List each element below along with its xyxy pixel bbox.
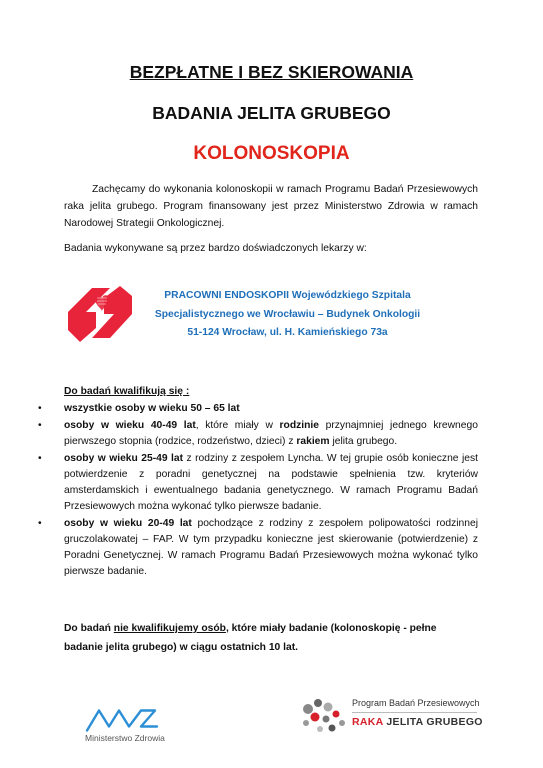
clinic-name-line: PRACOWNI ENDOSKOPII Wojewódzkiego Szpitala (164, 290, 411, 301)
intro-paragraph: Zachęcamy do wykonania kolonoskopii w ramach Programu Badań Przesiewowych raka jelita grubego. Program finansowany jest przez Ministerstwo Zdrowia w ramach Narodowej Strategii Onkologicznej. (64, 184, 478, 229)
title-colonoscopy: KOLONOSKOPIA (193, 143, 350, 164)
ministry-of-health-logo (85, 697, 175, 752)
item-text: przynajmniej jednego krewnego pierwszego stopnia (rodzice, rodzeństwo, dzieci) z (64, 420, 478, 447)
exclusion-text: Do badań (64, 623, 114, 634)
eligibility-heading: Do badań kwalifikują się : (64, 386, 190, 397)
program-name-line: Program Badań Przesiewowych (352, 698, 480, 708)
program-raka: RAKA (352, 716, 384, 728)
eligibility-age-50-65: wszystkie osoby w wieku 50 – 65 lat (64, 403, 240, 414)
eligibility-list (38, 401, 478, 581)
eligibility-age-25-49: osoby w wieku 25-49 lat (64, 453, 184, 464)
clinic-building-line: Specjalistycznego we Wrocławiu – Budynek Onkologii (154, 308, 421, 320)
ministry-label: Ministerstwo Zdrowia (85, 733, 165, 743)
title-colon-examinations: BADANIA JELITA GRUBEGO (152, 103, 391, 123)
hospital-cross-heart-logo (66, 284, 134, 342)
clinic-address-line: 51-124 Wrocław, ul. H. Kamieńskiego 73a (187, 327, 388, 338)
item-text: z rodziny z zespołem Lyncha. W tej grupie osób konieczne jest potwierdzenie z poradni genetycznej na podstawie spełnienia tzw. kryteriów amsterdamskich i ewentualnego badania genetycznego. W ramach Programu Badań Przesiewowych można wykonać tylko pierwsze badanie. (64, 453, 478, 512)
exclusion-notice (64, 619, 478, 657)
eligibility-age-40-49: osoby w wieku 40-49 lat (64, 420, 196, 431)
list-item (38, 401, 478, 417)
item-bold-cancer: rakiem (296, 436, 330, 447)
program-divider (352, 712, 477, 713)
bullet-icon: • (38, 453, 42, 464)
list-item (38, 451, 478, 515)
list-item (38, 418, 478, 450)
exclusion-text: , które miały badanie (kolonoskopię - pełne badanie jelita grubego) w ciągu ostatnich 10 lat. (64, 623, 437, 653)
eligibility-age-20-49: osoby w wieku 20-49 lat (64, 518, 192, 529)
exclusion-underlined: nie kwalifikujemy osób (113, 623, 226, 634)
program-colon: JELITA GRUBEGO (386, 716, 483, 728)
item-text: jelita grubego. (329, 436, 398, 447)
list-item (38, 516, 478, 580)
item-text: , które miały w (195, 420, 280, 431)
clinic-address-block (150, 287, 425, 343)
bullet-icon: • (38, 403, 42, 414)
title-free-no-referral: BEZPŁATNE I BEZ SKIEROWANIA (129, 62, 414, 82)
doctors-paragraph: Badania wykonywane są przez bardzo doświadczonych lekarzy w: (64, 243, 367, 254)
item-bold-family: rodzinie (279, 420, 319, 431)
bullet-icon: • (38, 518, 42, 529)
bullet-icon: • (38, 420, 42, 431)
item-text: pochodzące z rodziny z zespołem polipowatości rodzinnej gruczolakowatej – FAP. W tym przypadku konieczne jest skierowanie (potwierdzenie) z Poradni Genetycznej. W ramach Programu Badań Przesiewowych można wykonać tylko pierwsze badanie. (64, 518, 478, 577)
program-cancer-line (352, 716, 483, 728)
